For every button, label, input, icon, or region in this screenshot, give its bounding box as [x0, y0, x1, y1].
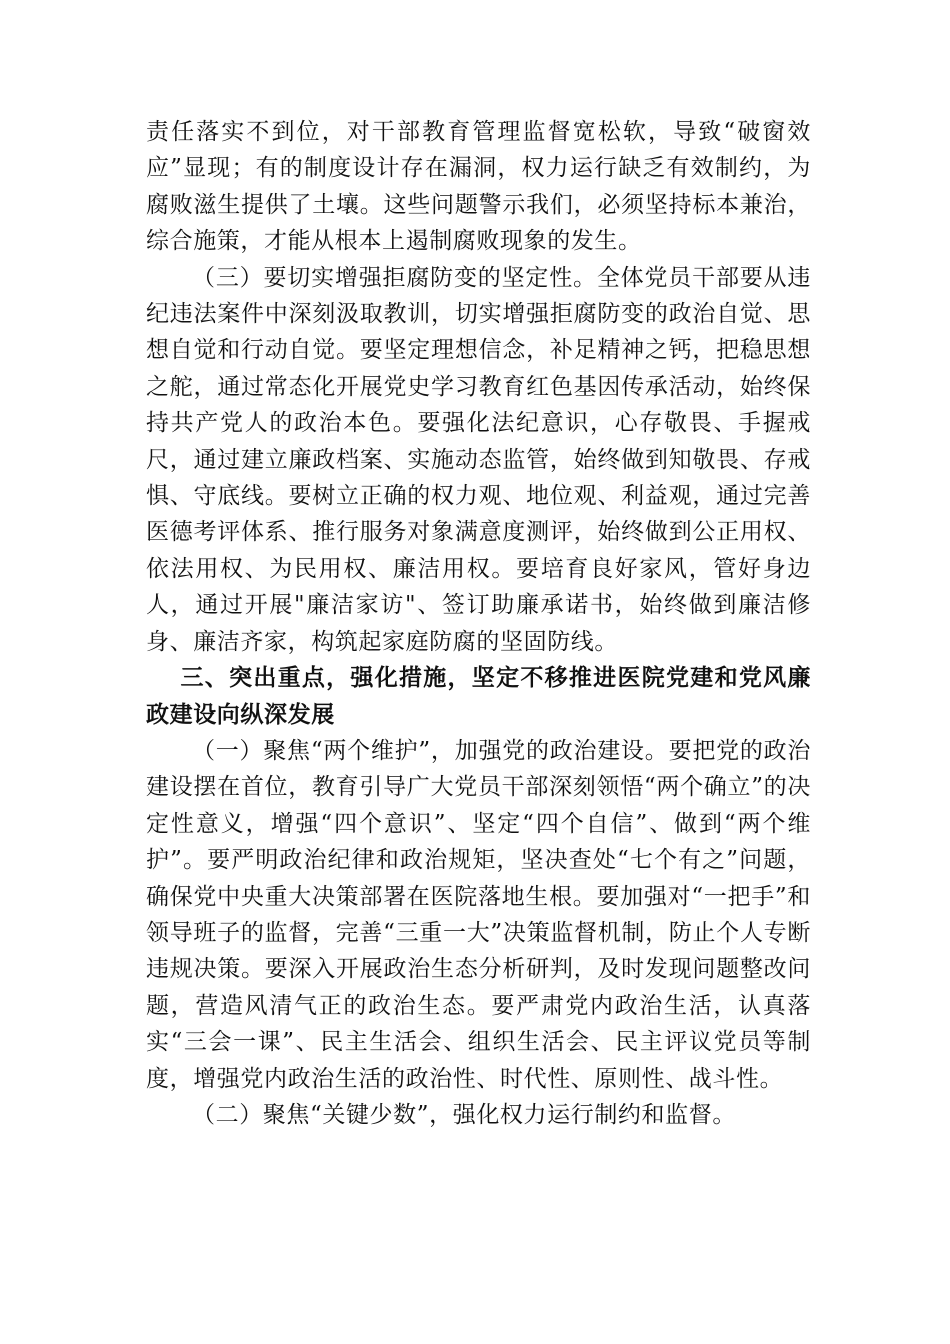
heading-part-3: 三、突出重点，强化措施，坚定不移推进医院党建和党风廉政建设向纵深发展 — [146, 665, 811, 728]
paragraph-section-1: （一）聚焦“两个维护”，加强党的政治建设。要把党的政治建设摆在首位，教育引导广大党员干部深刻领悟“两个确立”的决定性意义，增强“四个意识”、坚定“四个自信”、做到“两个维护”。要严明政治纪律和政治规矩，坚决查处“七个有之”问题，确保党中央重大决策部署在医院落地生根。要加强对“一把手”和领导班子的监督，完善“三重一大”决策监督机制，防止个人专断违规决策。要深入开展政治生态分析研判，及时发现问题整改问题，营造风清气正的政治生态。要严肃党内政治生活，认真落实“三会一课”、民主生活会、组织生活会、民主评议党员等制度，增强党内政治生活的政治性、时代性、原则性、战斗性。 — [146, 737, 811, 1092]
document-body — [146, 114, 811, 1133]
paragraph-section-2: （二）聚焦“关键少数”，强化权力运行制约和监督。 — [192, 1101, 736, 1128]
paragraph-continuation: 责任落实不到位，对干部教育管理监督宽松软，导致“破窗效应”显现；有的制度设计存在漏洞，权力运行缺乏有效制约，为腐败滋生提供了土壤。这些问题警示我们，必须坚持标本兼治，综合施策，才能从根本上遏制腐败现象的发生。 — [146, 119, 811, 255]
paragraph-section-3: （三）要切实增强拒腐防变的坚定性。全体党员干部要从违纪违法案件中深刻汲取教训，切实增强拒腐防变的政治自觉、思想自觉和行动自觉。要坚定理想信念，补足精神之钙，把稳思想之舵，通过常态化开展党史学习教育红色基因传承活动，始终保持共产党人的政治本色。要强化法纪意识，心存敬畏、手握戒尺，通过建立廉政档案、实施动态监管，始终做到知敬畏、存戒惧、守底线。要树立正确的权力观、地位观、利益观，通过完善医德考评体系、推行服务对象满意度测评，始终做到公正用权、依法用权、为民用权、廉洁用权。要培育良好家风，管好身边人，通过开展"廉洁家访"、签订助廉承诺书，始终做到廉洁修身、廉洁齐家，构筑起家庭防腐的坚固防线。 — [146, 264, 811, 655]
